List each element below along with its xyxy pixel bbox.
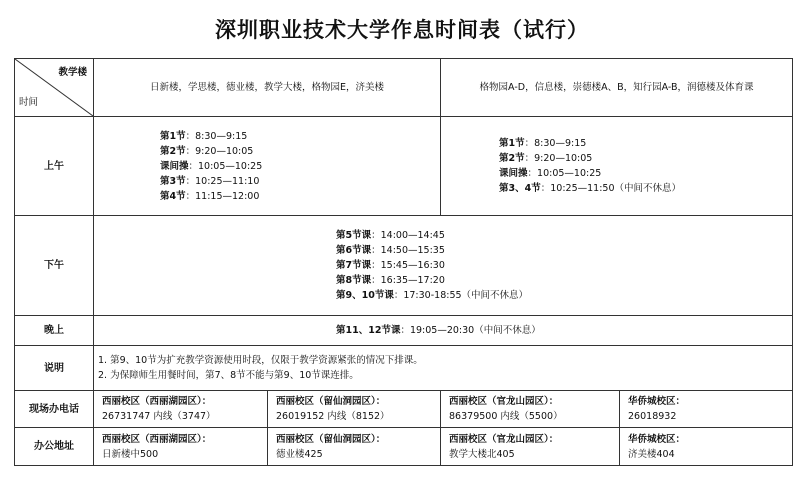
timetable <box>14 58 793 466</box>
schedule-line: 第4节：11:15—12:00 <box>160 190 260 202</box>
phone-label: 现场办电话 <box>15 391 94 428</box>
schedule-line: 第2节：9:20—10:05 <box>160 145 254 157</box>
header-row <box>15 59 793 117</box>
schedule-line: 第3节：10:25—11:10 <box>160 175 260 187</box>
evening-time: ：19:05—20:30（中间不休息） <box>400 325 541 336</box>
schedule-line: 第1节：8:30—9:15 <box>499 138 587 149</box>
phone-cell-guanlongshan: 西丽校区（官龙山园区）： 86379500 内线（5500） <box>441 391 620 428</box>
afternoon-schedule <box>94 216 793 316</box>
phone-cell-huaqiaocheng: 华侨城校区： 26018932 <box>620 391 793 428</box>
address-cell-huaqiaocheng: 华侨城校区： 济美楼404 <box>620 428 793 466</box>
page-title: 深圳职业技术大学作息时间表（试行） <box>215 17 589 42</box>
address-cell-liuxiandong: 西丽校区（留仙洞园区）： 德业楼425 <box>268 428 441 466</box>
evening-label: 晚上 <box>15 316 94 346</box>
diagonal-header-cell <box>15 59 94 117</box>
diag-bottom-label: 时间 <box>19 97 39 108</box>
address-cell-guanlongshan: 西丽校区（官龙山园区）： 教学大楼北405 <box>441 428 620 466</box>
schedule-line: 第1节：8:30—9:15 <box>160 130 248 142</box>
phone-cell-xilihu: 西丽校区（西丽湖园区）： 26731747 内线（3747） <box>94 391 268 428</box>
phone-row <box>15 391 793 428</box>
header-buildings-group-1: 日新楼，学思楼，德业楼，教学大楼，格物园E，济美楼 <box>94 59 441 117</box>
schedule-line: 第2节：9:20—10:05 <box>499 153 593 164</box>
schedule-line: 第6节课：14:50—15:35 <box>336 245 445 256</box>
schedule-line: 课间操：10:05—10:25 <box>499 168 602 179</box>
note-line: 2. 为保障师生用餐时间，第7、8节不能与第9、10节课连排。 <box>98 370 359 381</box>
evening-period: 第11、12节课 <box>336 325 401 336</box>
evening-row <box>15 316 793 346</box>
morning-schedule-group-2 <box>441 117 793 216</box>
note-line: 1. 第9、10节为扩充教学资源使用时段，仅限于教学资源紧张的情况下排课。 <box>98 355 423 366</box>
evening-schedule <box>94 316 793 346</box>
address-cell-xilihu: 西丽校区（西丽湖园区）： 日新楼中500 <box>94 428 268 466</box>
schedule-list <box>160 129 262 204</box>
afternoon-label: 下午 <box>15 216 94 316</box>
afternoon-row <box>15 216 793 316</box>
morning-schedule-group-1 <box>94 117 441 216</box>
schedule-line: 第8节课：16:35—17:20 <box>336 275 445 286</box>
schedule-line: 第5节课：14:00—14:45 <box>336 230 445 241</box>
address-row <box>15 428 793 466</box>
morning-label: 上午 <box>15 117 94 216</box>
morning-row <box>15 117 793 216</box>
schedule-line: 第7节课：15:45—16:30 <box>336 260 445 271</box>
diag-top-label: 教学楼 <box>58 67 87 78</box>
notes-label: 说明 <box>15 346 94 391</box>
notes-row <box>15 346 793 391</box>
notes-content <box>94 346 793 391</box>
header-buildings-group-2: 格物园A-D，信息楼，崇德楼A、B，知行园A-B，润德楼及体育课 <box>441 59 793 117</box>
schedule-line: 第3、4节：10:25—11:50（中间不休息） <box>499 183 682 194</box>
phone-cell-liuxiandong: 西丽校区（留仙洞园区）： 26019152 内线（8152） <box>268 391 441 428</box>
schedule-line: 课间操：10:05—10:25 <box>160 160 263 172</box>
address-label: 办公地址 <box>15 428 94 466</box>
schedule-line: 第9、10节课：17:30-18:55（中间不休息） <box>336 290 529 301</box>
schedule-list <box>499 136 681 196</box>
schedule-list <box>336 228 528 303</box>
